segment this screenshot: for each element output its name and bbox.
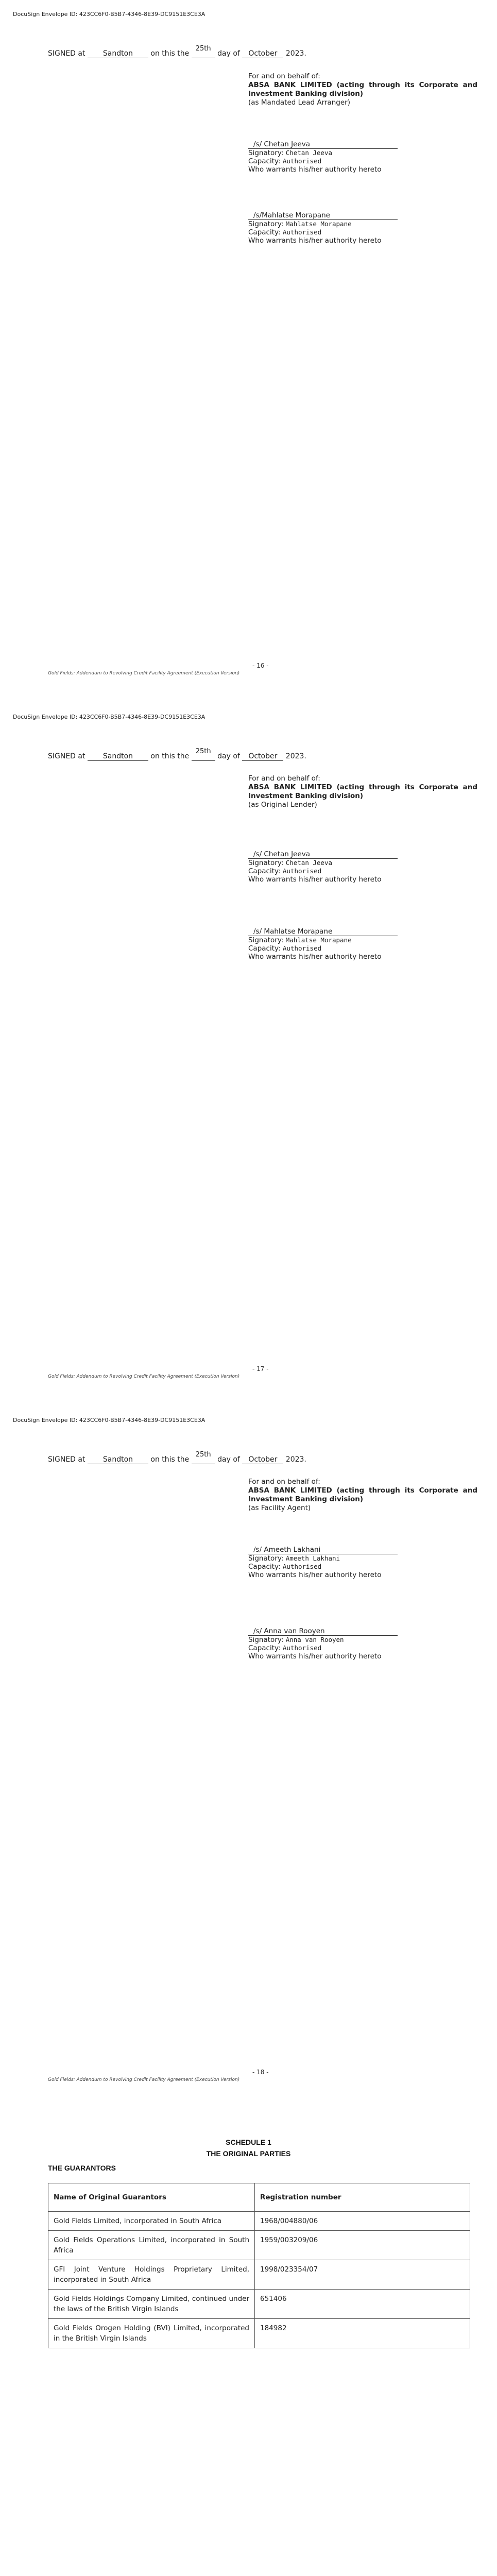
guarantor-name: Gold Fields Holdings Company Limited, continued under the laws of the British Virgin Islands [48, 2290, 255, 2319]
table-row [48, 2290, 470, 2319]
guarantors-heading: THE GUARANTORS [48, 2164, 116, 2172]
schedule-subtitle: THE ORIGINAL PARTIES [206, 2149, 291, 2158]
signatory-name: Mahlatse Morapane [285, 936, 352, 944]
signed-at-row: SIGNED at Sandton on this the 25th day of October 2023. [48, 45, 306, 58]
signatory-name: Anna van Rooyen [285, 1636, 344, 1643]
capacity-value: Authorised [282, 1644, 322, 1652]
registration-number: 651406 [255, 2290, 470, 2319]
registration-number: 1959/003209/06 [255, 2231, 470, 2260]
guarantor-name: Gold Fields Operations Limited, incorporated in South Africa [48, 2231, 255, 2260]
capacity-value: Authorised [282, 944, 322, 952]
signing-month: October [242, 752, 283, 761]
guarantor-name: Gold Fields Limited, incorporated in South Africa [48, 2212, 255, 2231]
registration-number: 184982 [255, 2319, 470, 2348]
signatory-name: Mahlatse Morapane [285, 220, 352, 228]
signature-block-1: /s/ Ameeth Lakhani Signatory: Ameeth Lakhani Capacity: Authorised Who warrants his/her authority hereto [248, 1546, 403, 1579]
page-footer: Gold Fields: Addendum to Revolving Credit Facility Agreement (Execution Version) [48, 671, 240, 676]
capacity-value: Authorised [282, 1563, 322, 1570]
table-row [48, 2319, 470, 2348]
page-number: - 16 - [252, 662, 269, 669]
signing-place: Sandton [88, 752, 148, 761]
entity-name: ABSA BANK LIMITED (acting through its Corporate and Investment Banking division) [248, 81, 477, 98]
signing-place: Sandton [88, 49, 148, 58]
signature-line: /s/ Anna van Rooyen [248, 1627, 398, 1636]
behalf-block: For and on behalf of: ABSA BANK LIMITED (acting through its Corporate and Investment Banking division) (as Original Lender) [248, 774, 477, 809]
signature-block-2: /s/Mahlatse Morapane Signatory: Mahlatse Morapane Capacity: Authorised Who warrants his/her authority hereto [248, 211, 403, 245]
behalf-block: For and on behalf of: ABSA BANK LIMITED (acting through its Corporate and Investment Banking division) (as Facility Agent) [248, 1478, 477, 1512]
page-number: - 18 - [252, 2069, 269, 2076]
schedule-title: SCHEDULE 1 [226, 2138, 271, 2146]
signature-line: /s/Mahlatse Morapane [248, 211, 398, 220]
signature-block-1: /s/ Chetan Jeeva Signatory: Chetan Jeeva Capacity: Authorised Who warrants his/her authority hereto [248, 850, 403, 884]
guarantors-table [48, 2183, 470, 2348]
signature-block-1: /s/ Chetan Jeeva Signatory: Chetan Jeeva Capacity: Authorised Who warrants his/her authority hereto [248, 140, 403, 174]
signed-at-row: SIGNED at Sandton on this the 25th day of October 2023. [48, 1451, 306, 1464]
entity-role: (as Facility Agent) [248, 1504, 311, 1512]
signatory-name: Chetan Jeeva [285, 859, 332, 867]
registration-number: 1968/004880/06 [255, 2212, 470, 2231]
signature-line: /s/ Ameeth Lakhani [248, 1546, 398, 1554]
page-16 [0, 0, 497, 703]
signature-line: /s/ Chetan Jeeva [248, 850, 398, 859]
table-row [48, 2212, 470, 2231]
guarantor-name: GFI Joint Venture Holdings Proprietary Limited, incorporated in South Africa [48, 2260, 255, 2290]
capacity-value: Authorised [282, 867, 322, 875]
entity-name: ABSA BANK LIMITED (acting through its Corporate and Investment Banking division) [248, 1486, 477, 1503]
capacity-value: Authorised [282, 228, 322, 236]
signatory-name: Chetan Jeeva [285, 149, 332, 157]
entity-role: (as Mandated Lead Arranger) [248, 98, 350, 107]
signature-block-2: /s/ Anna van Rooyen Signatory: Anna van Rooyen Capacity: Authorised Who warrants his/her authority hereto [248, 1627, 403, 1660]
table-row [48, 2231, 470, 2260]
signing-place: Sandton [88, 1455, 148, 1464]
entity-name: ABSA BANK LIMITED (acting through its Corporate and Investment Banking division) [248, 783, 477, 800]
signature-block-2: /s/ Mahlatse Morapane Signatory: Mahlatse Morapane Capacity: Authorised Who warrants his/her authority hereto [248, 927, 403, 961]
table-header-row [48, 2183, 470, 2212]
signed-at-row: SIGNED at Sandton on this the 25th day of October 2023. [48, 748, 306, 760]
column-header: Registration number [255, 2183, 470, 2212]
behalf-block: For and on behalf of: ABSA BANK LIMITED (acting through its Corporate and Investment Banking division) (as Mandated Lead Arranger) [248, 72, 477, 107]
signatory-name: Ameeth Lakhani [285, 1554, 340, 1562]
guarantor-name: Gold Fields Orogen Holding (BVI) Limited, incorporated in the British Virgin Islands [48, 2319, 255, 2348]
page-footer: Gold Fields: Addendum to Revolving Credit Facility Agreement (Execution Version) [48, 1374, 240, 1379]
signing-day: 25th [192, 1455, 215, 1464]
signing-month: October [242, 1455, 283, 1464]
envelope-id: DocuSign Envelope ID: 423CC6F0-B5B7-4346-8E39-DC9151E3CE3A [13, 714, 205, 720]
capacity-value: Authorised [282, 157, 322, 165]
envelope-id: DocuSign Envelope ID: 423CC6F0-B5B7-4346-8E39-DC9151E3CE3A [13, 11, 205, 18]
envelope-id: DocuSign Envelope ID: 423CC6F0-B5B7-4346-8E39-DC9151E3CE3A [13, 1417, 205, 1423]
signature-line: /s/ Chetan Jeeva [248, 140, 398, 149]
signing-month: October [242, 49, 283, 58]
column-header: Name of Original Guarantors [48, 2183, 255, 2212]
signature-line: /s/ Mahlatse Morapane [248, 927, 398, 936]
table-row [48, 2260, 470, 2290]
page-number: - 17 - [252, 1365, 269, 1372]
entity-role: (as Original Lender) [248, 801, 317, 809]
registration-number: 1998/023354/07 [255, 2260, 470, 2290]
page-footer: Gold Fields: Addendum to Revolving Credit Facility Agreement (Execution Version) [48, 2077, 240, 2082]
signing-day: 25th [192, 49, 215, 58]
signing-day: 25th [192, 752, 215, 761]
